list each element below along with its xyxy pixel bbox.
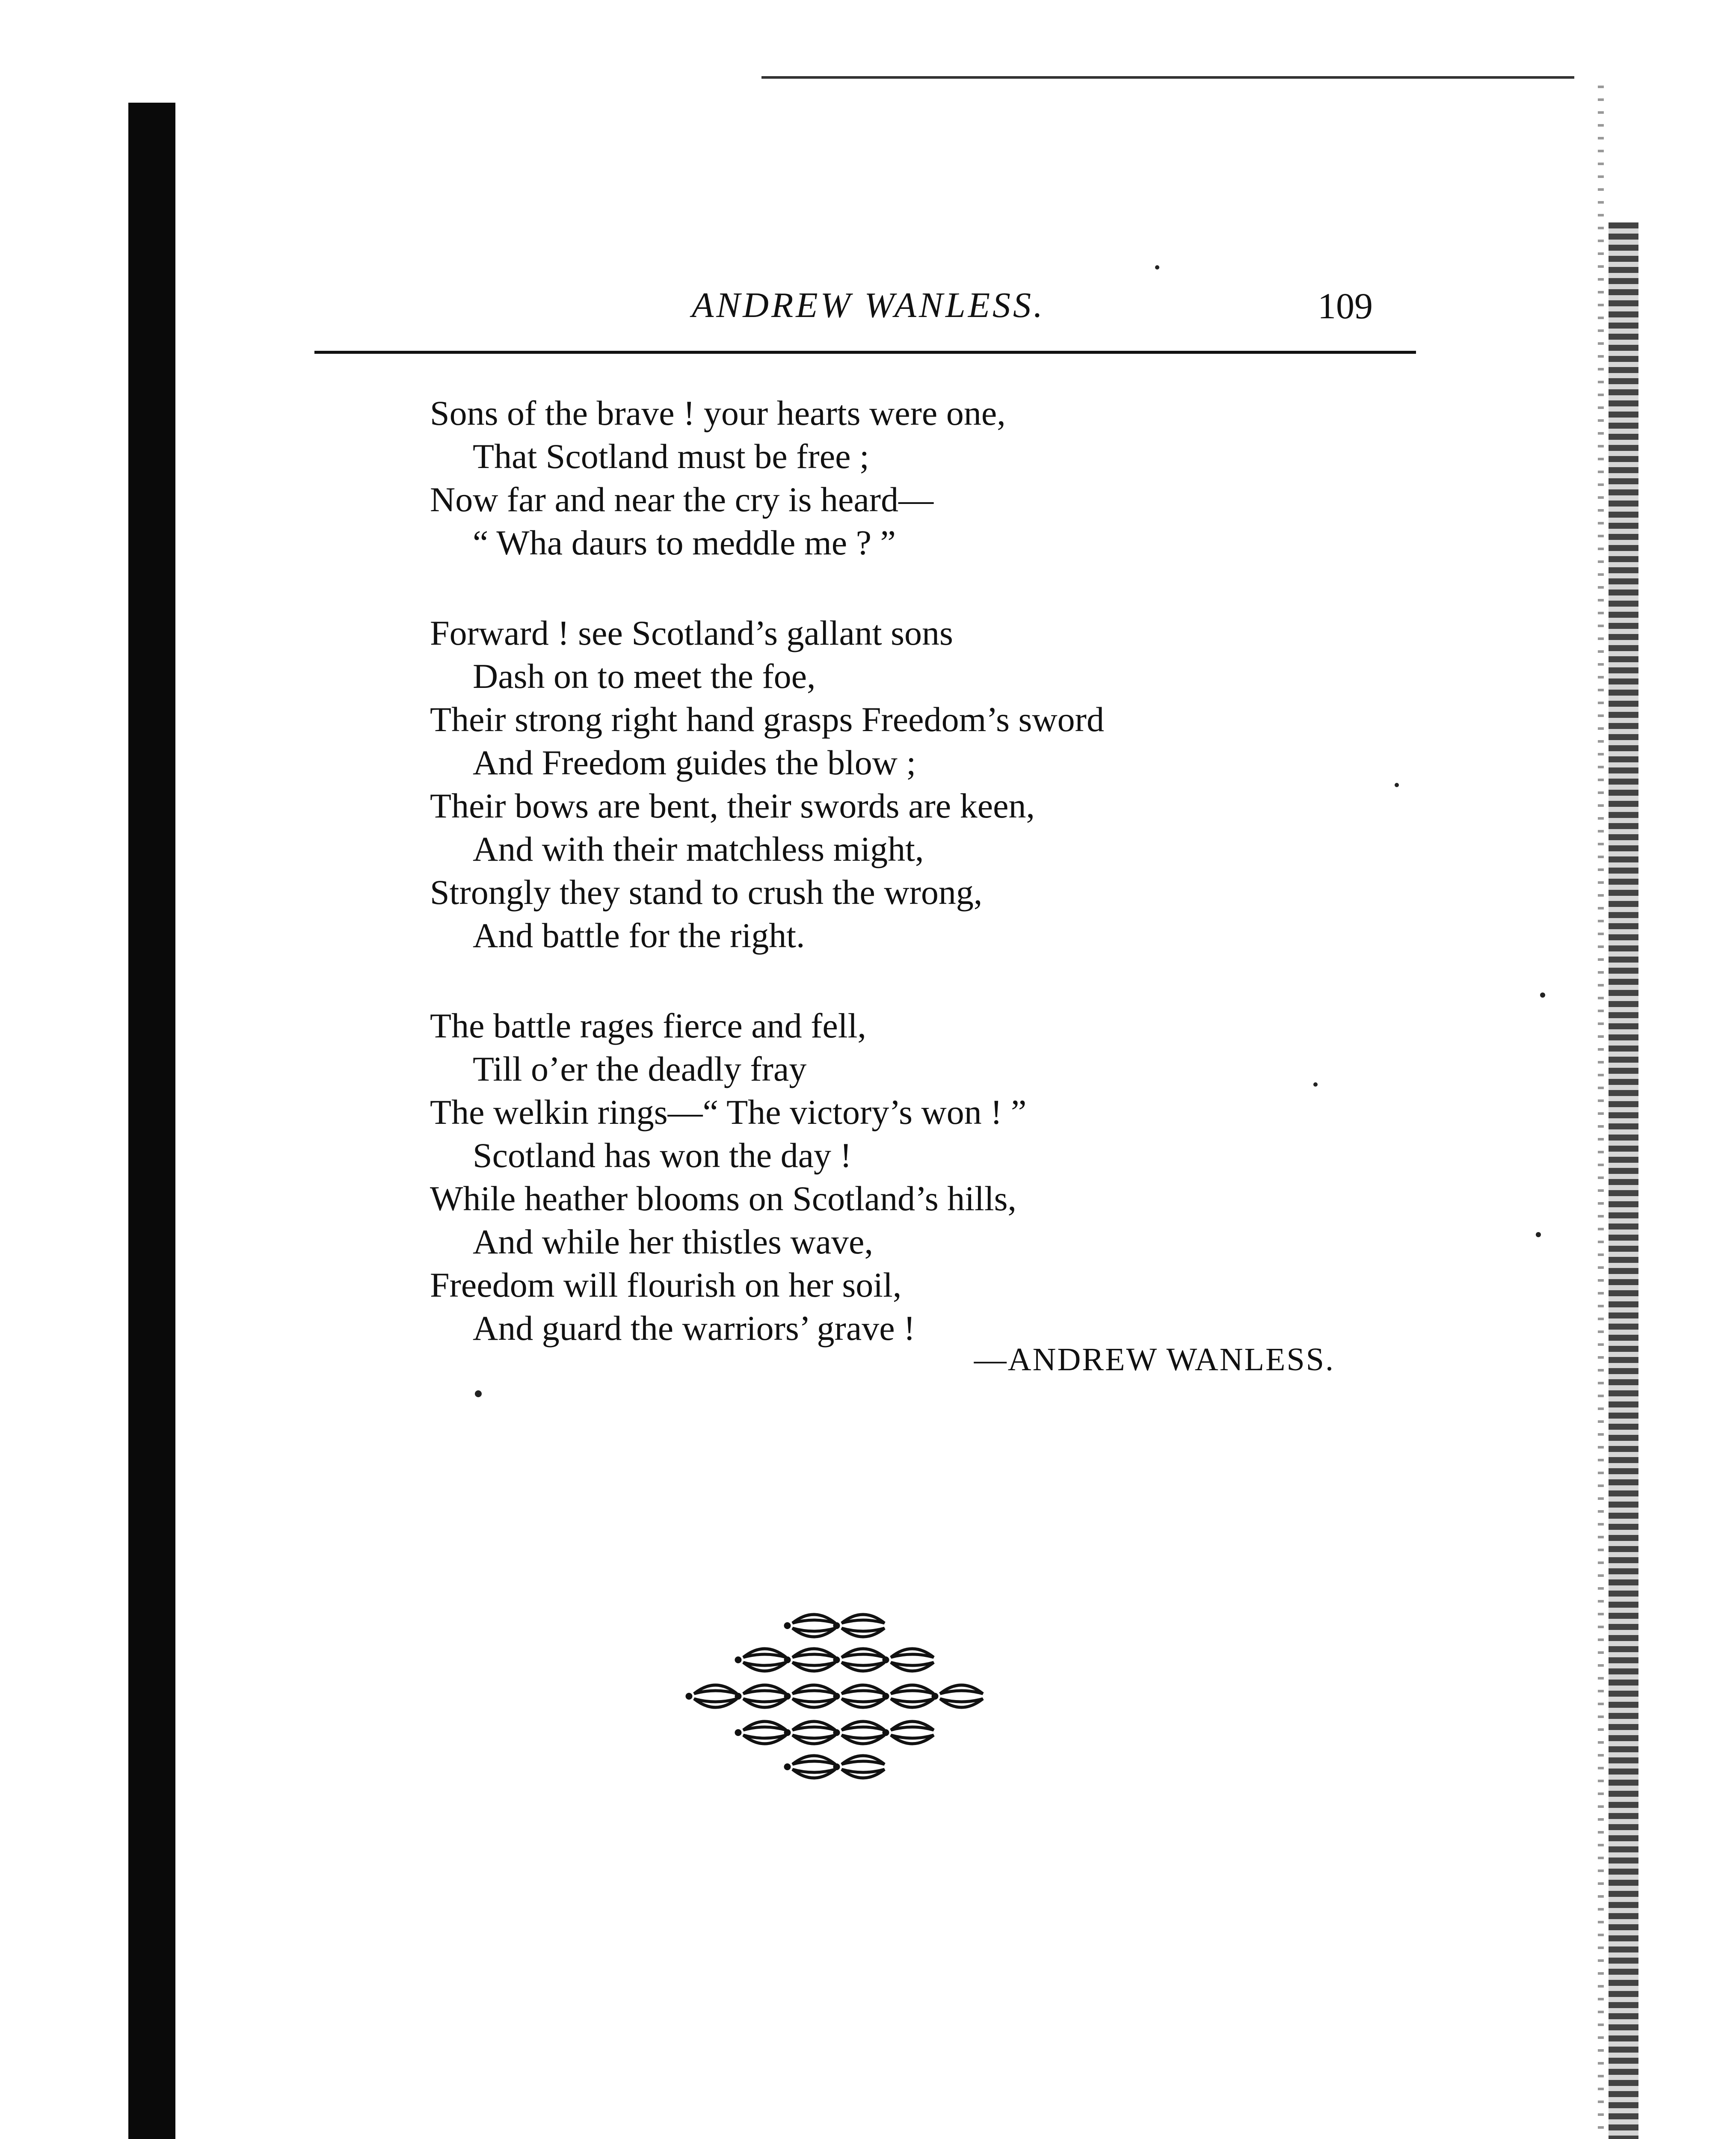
ornament-leaf <box>793 1721 835 1730</box>
ornament-leaf <box>793 1662 835 1671</box>
poem-line: The welkin rings—“ The victory’s won ! ” <box>430 1093 1027 1132</box>
scan-top-edge <box>761 76 1574 79</box>
stanza <box>430 1004 1457 1350</box>
scan-speck <box>1540 992 1545 998</box>
ornament-leaf <box>891 1685 934 1694</box>
ornament-leaf <box>793 1756 835 1764</box>
ornament-leaf <box>940 1685 983 1694</box>
ornament-dot <box>686 1693 693 1700</box>
poem-attribution: —ANDREW WANLESS. <box>974 1342 1335 1378</box>
poem-line: While heather blooms on Scotland’s hills, <box>430 1179 1017 1218</box>
poem-line: Sons of the brave ! your hearts were one, <box>430 394 1006 433</box>
ornament-leaf <box>891 1721 934 1730</box>
ornament-dot <box>735 1693 742 1700</box>
poem-line: The battle rages fierce and fell, <box>430 1006 866 1045</box>
ornament-leaf <box>842 1615 885 1623</box>
running-title: ANDREW WANLESS. <box>691 285 1046 325</box>
ornament-leaf <box>744 1699 786 1707</box>
ornament-dot <box>784 1729 791 1736</box>
poem-line: Scotland has won the day ! <box>473 1136 852 1175</box>
ornament-leaf <box>793 1649 835 1657</box>
scan-speck <box>475 1390 482 1397</box>
ornament-dot <box>883 1729 889 1736</box>
poem-line: Their bows are bent, their swords are keen, <box>430 786 1035 825</box>
poem-line: And guard the warriors’ grave ! <box>473 1309 915 1348</box>
ornament-leaf <box>744 1662 786 1671</box>
ornament-leaf <box>842 1769 885 1778</box>
ornament-leaf <box>842 1756 885 1764</box>
scan-speck <box>1313 1082 1318 1087</box>
scan-speck <box>1155 265 1159 270</box>
ornament-dot <box>833 1729 840 1736</box>
ornament-dot <box>735 1656 742 1663</box>
ornament-leaf <box>842 1628 885 1637</box>
ornament-leaf <box>793 1615 835 1623</box>
ornament-dot <box>833 1693 840 1700</box>
ornament-dot <box>883 1693 889 1700</box>
ornament-leaf <box>694 1699 737 1707</box>
ornament-leaf <box>891 1649 934 1657</box>
ornament-leaf <box>793 1769 835 1778</box>
ornament-leaf <box>793 1735 835 1744</box>
ornament-leaf <box>744 1685 786 1694</box>
ornament-leaf <box>744 1649 786 1657</box>
poem-line: Forward ! see Scotland’s gallant sons <box>430 613 953 652</box>
scan-speck <box>1395 783 1399 787</box>
stanza <box>430 611 1457 957</box>
ornament-leaf <box>891 1699 934 1707</box>
stanza <box>430 391 1457 564</box>
page-edge-marks <box>1598 86 1604 2139</box>
ornament-dot <box>833 1656 840 1663</box>
ornament-leaf <box>744 1735 786 1744</box>
ornament-dot <box>932 1693 939 1700</box>
ornament-leaf <box>694 1685 737 1694</box>
ornament-dot <box>784 1656 791 1663</box>
poem-line: Dash on to meet the foe, <box>473 657 816 696</box>
ornament-dot <box>883 1656 889 1663</box>
scan-speck <box>1536 1232 1541 1237</box>
poem-line: And Freedom guides the blow ; <box>473 743 916 782</box>
poem-line: Freedom will flourish on her soil, <box>430 1265 902 1304</box>
ornament-leaf <box>744 1721 786 1730</box>
binding-shadow <box>128 103 175 2139</box>
ornament-dot <box>784 1763 791 1770</box>
ornament-dot <box>833 1763 840 1770</box>
poem <box>430 391 1457 1397</box>
ornament-dot <box>735 1729 742 1736</box>
ornament-leaf <box>842 1699 885 1707</box>
ornament-leaf <box>793 1685 835 1694</box>
poem-line: And battle for the right. <box>473 916 805 955</box>
ornament-leaf <box>842 1735 885 1744</box>
ornament-leaf <box>842 1685 885 1694</box>
ornament-leaf <box>842 1721 885 1730</box>
poem-line: And while her thistles wave, <box>473 1222 873 1261</box>
ornament-dot <box>833 1622 840 1629</box>
ornament-leaf <box>842 1662 885 1671</box>
poem-line: “ Wha daurs to meddle me ? ” <box>473 523 896 562</box>
poem-line: Now far and near the cry is heard— <box>430 480 934 519</box>
poem-line: And with their matchless might, <box>473 830 924 868</box>
ornament-dot <box>784 1693 791 1700</box>
page-edge-shadow <box>1609 222 1638 2139</box>
poem-line: That Scotland must be free ; <box>473 437 869 476</box>
ornament-leaf <box>793 1628 835 1637</box>
poem-line: Strongly they stand to crush the wrong, <box>430 873 983 912</box>
poem-line: Till o’er the deadly fray <box>473 1049 807 1088</box>
page-number: 109 <box>1318 285 1373 326</box>
ornament-leaf <box>940 1699 983 1707</box>
ornament-leaf <box>891 1735 934 1744</box>
ornament-leaf <box>793 1699 835 1707</box>
header-rule <box>314 351 1416 354</box>
ornament-dot <box>784 1622 791 1629</box>
ornament-leaf <box>842 1649 885 1657</box>
floral-lattice-ornament-icon <box>676 1600 1001 1797</box>
poem-line: Their strong right hand grasps Freedom’s sword <box>430 700 1104 739</box>
ornament-leaf <box>891 1662 934 1671</box>
